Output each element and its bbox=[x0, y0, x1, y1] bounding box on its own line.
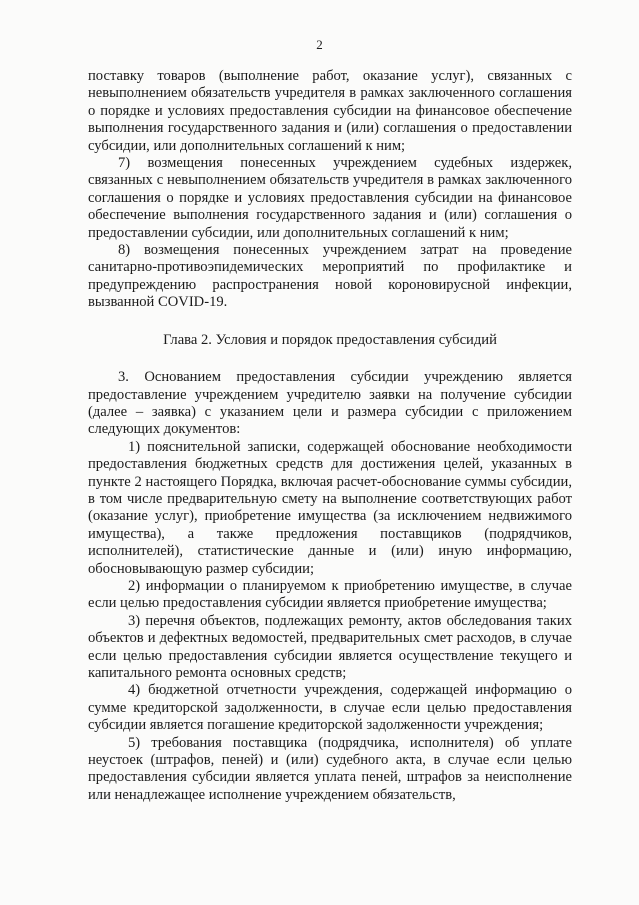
paragraph-subitem-3: 3) перечня объектов, подлежащих ремонту, актов обследования таких объектов и дефектных ведомостей, предварительных смет расходов, в случае если целью предоставления субсидии является осуществление текущего и капитального ремонта основных средств; bbox=[88, 612, 572, 681]
paragraph-clause-3: 3. Основанием предоставления субсидии учреждению является предоставление учреждением учредителю заявки на получение субсидии (далее – заявка) с указанием цели и размера субсидии с приложением следующих документов: bbox=[88, 369, 572, 438]
paragraph-subitem-1: 1) пояснительной записки, содержащей обоснование необходимости предоставления бюджетных средств для достижения целей, указанных в пункте 2 настоящего Порядка, включая расчет-обоснование суммы субсидии, в том числе предварительную смету на выполнение соответствующих работ (оказание услуг), приобретение имущества (за исключением недвижимого имущества), а также предложения поставщиков (подрядчиков, исполнителей), статистические данные и (или) иную информацию, обосновывающую размер субсидии; bbox=[88, 438, 572, 577]
document-body bbox=[88, 68, 572, 804]
paragraph-subitem-4: 4) бюджетной отчетности учреждения, содержащей информацию о сумме кредиторской задолженности, в случае если целью предоставления субсидии является погашение кредиторской задолженности учреждения; bbox=[88, 682, 572, 734]
chapter-heading: Глава 2. Условия и порядок предоставления субсидий bbox=[163, 331, 497, 348]
paragraph-subitem-5: 5) требования поставщика (подрядчика, исполнителя) об уплате неустоек (штрафов, пеней) и (или) судебного акта, в случае если целью предоставления субсидии является уплата пеней, штрафов за неисполнение или ненадлежащее исполнение учреждением обязательств, bbox=[88, 734, 572, 803]
paragraph-item-8: 8) возмещения понесенных учреждением затрат на проведение санитарно-противоэпидемических мероприятий по профилактике и предупреждению распространения новой короновирусной инфекции, вызванной COVID-19. bbox=[88, 242, 572, 311]
paragraph-subitem-2: 2) информации о планируемом к приобретению имуществе, в случае если целью предоставления субсидии является приобретение имущества; bbox=[88, 577, 572, 612]
page-number: 2 bbox=[316, 37, 323, 52]
paragraph-item-7: 7) возмещения понесенных учреждением судебных издержек, связанных с невыполнением обязательств учредителя в рамках заключенного соглашения о порядке и условиях предоставления субсидии на финансовое обеспечение выполнения государственного задания и (или) соглашения о предоставлении субсидии, или дополнительных соглашений к ним; bbox=[88, 155, 572, 241]
paragraph-continuation: поставку товаров (выполнение работ, оказание услуг), связанных с невыполнением обязательств учредителя в рамках заключенного соглашения о порядке и условиях предоставления субсидии на финансовое обеспечение выполнения государственного задания и (или) соглашения о предоставлении субсидии, или дополнительных соглашений к ним; bbox=[88, 68, 572, 154]
